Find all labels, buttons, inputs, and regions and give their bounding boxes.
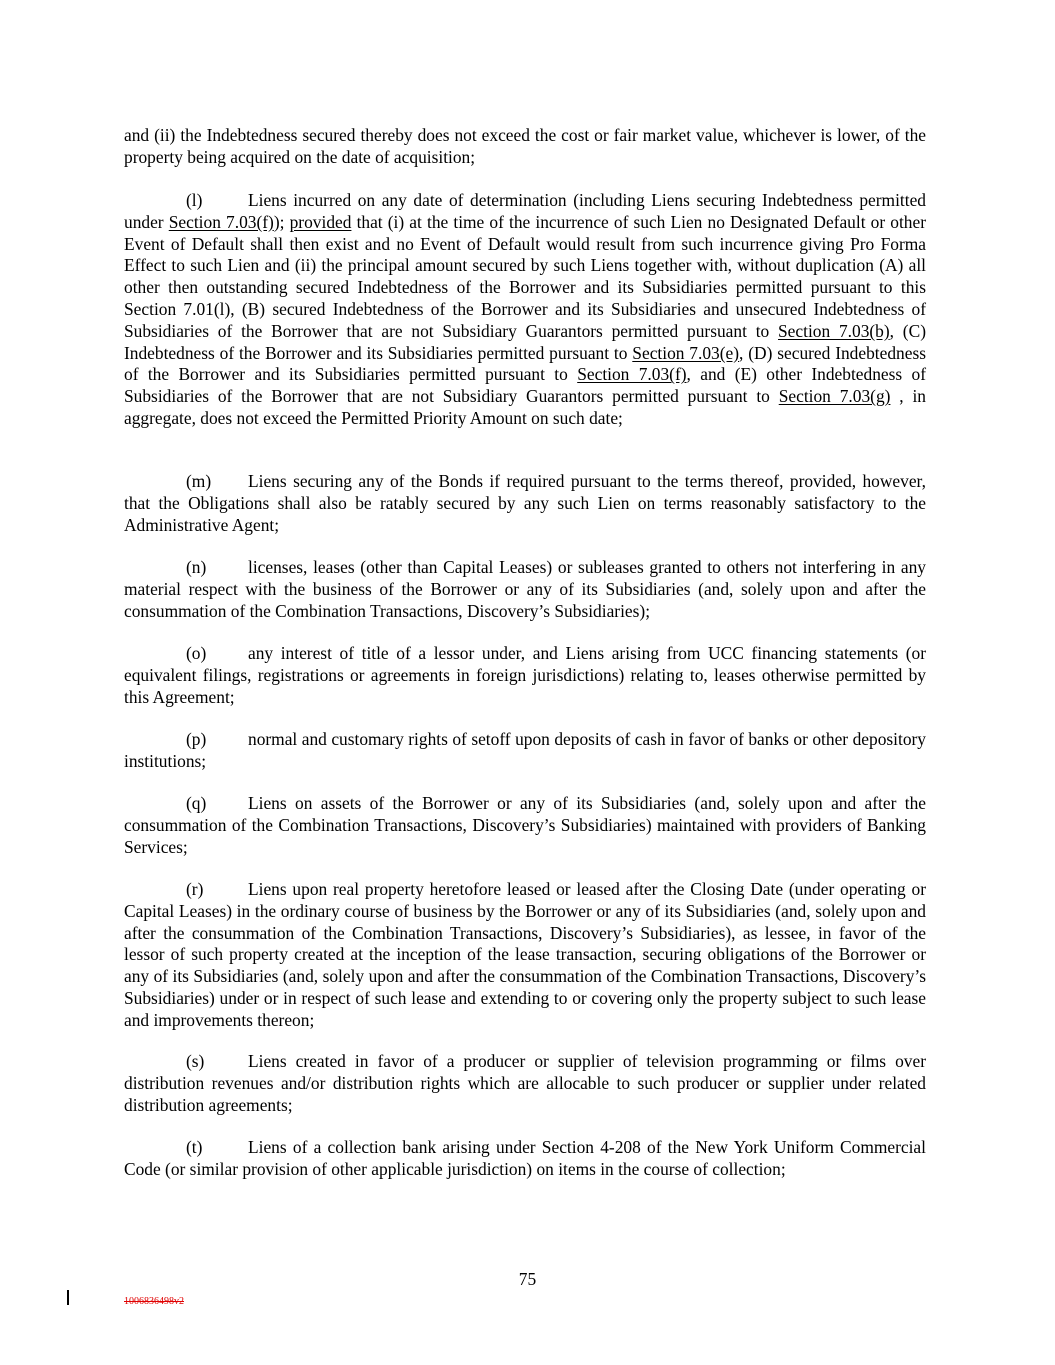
- paragraph-text: Liens upon real property heretofore leased or leased after the Closing Date (under operating or Capital Leases) in the ordinary course of business by the Borrower or any of its Subsidiaries (and, solely upon and after the consummation of the Combination Transactions, Discovery’s Subsidiaries), as lessee, in favor of the lessor of such property created at the inception of the lease transaction, securing obligations of the Borrower or any of its Subsidiaries (and, solely upon and after the consummation of the Combination Transactions, Discovery’s Subsidiaries) under or in respect of such lease and extending to or covering only the property subject to such lease and improvements thereon;: [124, 879, 926, 1030]
- clause-label: (p): [186, 729, 207, 749]
- section-reference: Section 7.03(g): [778, 386, 891, 407]
- paragraph-text: Liens of a collection bank arising under Section 4-208 of the New York Uniform Commercial Code (or similar provision of other applicable jurisdiction) on items in the course of collection;: [124, 1137, 926, 1179]
- clause-label: (r): [186, 879, 204, 899]
- paragraph-text: , in aggregate, does not exceed the Permitted Priority Amount on such date;: [124, 386, 926, 428]
- paragraph-t: [124, 1137, 926, 1181]
- paragraph-text: licenses, leases (other than Capital Leases) or subleases granted to others not interfering in any material respect with the business of the Borrower or any of its Subsidiaries (and, solely upon and after the consummation of the Combination Transactions, Discovery’s Subsidiaries);: [124, 557, 926, 621]
- page-number: 75: [518, 1269, 537, 1289]
- clause-label: (l): [186, 190, 203, 210]
- clause-label: (s): [186, 1051, 205, 1071]
- paragraph-text: , (C) Indebtedness of the Borrower and its Subsidiaries permitted pursuant to: [124, 320, 926, 363]
- section-reference: Section 7.03(f): [577, 364, 687, 385]
- paragraph-text: Liens securing any of the Bonds if required pursuant to the terms thereof, provided, however, that the Obligations shall also be ratably secured by any such Lien on terms reasonably satisfactory to the Administrative Agent;: [124, 471, 926, 535]
- paragraph-text: Liens incurred on any date of determination (including Liens securing Indebtedness permitted under: [124, 190, 926, 232]
- clause-label: (o): [186, 643, 207, 663]
- defined-term: provided: [289, 211, 352, 232]
- paragraph-r: [124, 879, 926, 1032]
- paragraph-q: [124, 793, 926, 858]
- paragraph-text: and (ii) the Indebtedness secured thereby does not exceed the cost or fair market value, whichever is lower, of the property being acquired on the date of acquisition;: [124, 125, 926, 167]
- section-reference: Section 7.03(b): [778, 320, 890, 341]
- paragraph-text: Liens created in favor of a producer or supplier of television programming or films over distribution revenues and/or distribution rights which are allocable to such producer or supplier under related distribution agreements;: [124, 1051, 926, 1115]
- paragraph-text: any interest of title of a lessor under, and Liens arising from UCC financing statements (or equivalent filings, registrations or agreements in foreign jurisdictions) relating to, leases otherwise permitted by this Agreement;: [124, 643, 926, 707]
- section-reference: Section 7.03(f): [168, 211, 274, 232]
- clause-label: (m): [186, 471, 212, 491]
- document-id: 1006836498v2: [124, 1296, 184, 1307]
- paragraph-n: [124, 557, 926, 622]
- clause-label: (n): [186, 557, 207, 577]
- paragraph-l: [124, 190, 926, 430]
- change-bar: [67, 1290, 69, 1305]
- paragraph-text: );: [273, 211, 290, 232]
- paragraph-text: that (i) at the time of the incurrence of such Lien no Designated Default or other Event of Default shall then exist and no Event of Default would result from such incurrence giving Pro Forma Effect to such Lien and (ii) the principal amount secured by such Liens together with, without duplication (A) all other then outstanding secured Indebtedness of the Borrower and its Subsidiaries permitted pursuant to this Section 7.01(l), (B) secured Indebtedness of the Borrower and its Subsidiaries and unsecured Indebtedness of Subsidiaries of the Borrower that are not Subsidiary Guarantors permitted pursuant to: [124, 211, 926, 341]
- paragraph-text: , and (E) other Indebtedness of Subsidiaries of the Borrower that are not Subsidiary Guarantors permitted pursuant to: [124, 364, 926, 407]
- section-reference: Section 7.03(e): [632, 342, 740, 363]
- clause-label: (q): [186, 793, 207, 813]
- clause-label: (t): [186, 1137, 203, 1157]
- paragraph-text: Liens on assets of the Borrower or any of its Subsidiaries (and, solely upon and after the consummation of the Combination Transactions, Discovery’s Subsidiaries) maintained with providers of Banking Services;: [124, 793, 926, 857]
- paragraph-p: [124, 729, 926, 773]
- paragraph-continuation: [124, 125, 926, 169]
- paragraph-text: normal and customary rights of setoff upon deposits of cash in favor of banks or other depository institutions;: [124, 729, 926, 771]
- paragraph-text: , (D) secured Indebtedness of the Borrower and its Subsidiaries permitted pursuant to: [124, 342, 926, 385]
- paragraph-m: [124, 471, 926, 536]
- paragraph-s: [124, 1051, 926, 1116]
- paragraph-o: [124, 643, 926, 708]
